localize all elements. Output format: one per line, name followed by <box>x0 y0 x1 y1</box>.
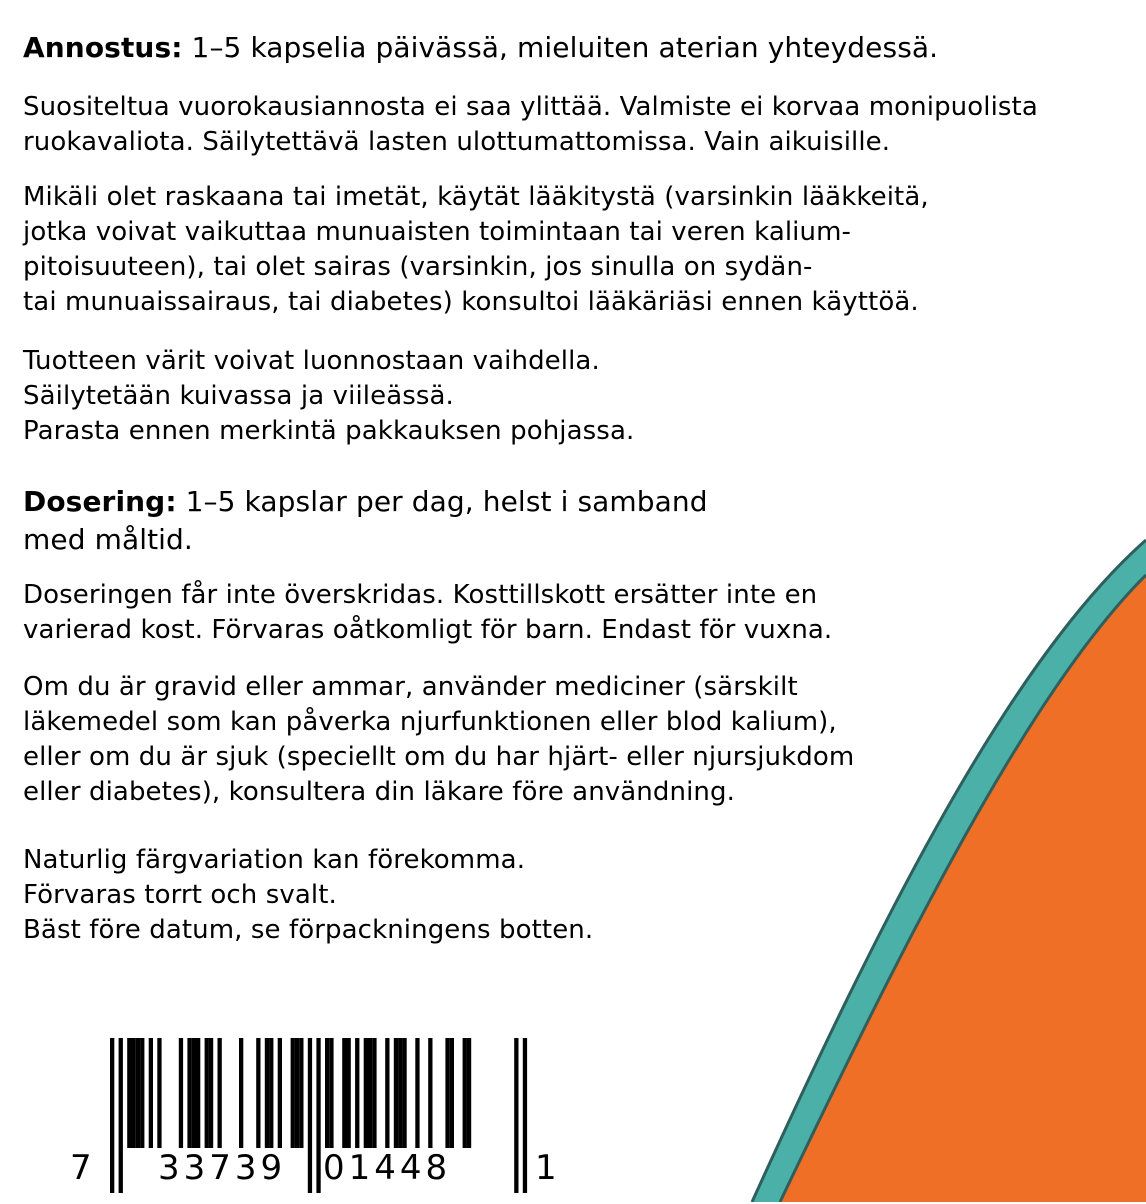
barcode-bar <box>278 1038 282 1148</box>
barcode-bar <box>428 1038 432 1148</box>
barcode-bar <box>187 1038 191 1148</box>
barcode-bar <box>347 1038 351 1148</box>
barcode-bar <box>291 1038 295 1148</box>
barcode-guard-bar <box>110 1038 114 1193</box>
sv-warning <box>23 578 832 648</box>
barcode-bar <box>132 1038 136 1148</box>
barcode-bar <box>394 1038 398 1148</box>
barcode-bar <box>140 1038 144 1148</box>
fi-medical-notice <box>23 180 929 320</box>
barcode-bar <box>192 1038 196 1148</box>
sv-warning-line: varierad kost. Förvaras oåtkomligt för barn. Endast för vuxna. <box>23 615 833 645</box>
sv-storage <box>23 843 593 948</box>
fi-medical-line: Mikäli olet raskaana tai imetät, käytät lääkitystä (varsinkin lääkkeitä, <box>23 182 929 212</box>
barcode-guard-bar <box>119 1038 123 1193</box>
barcode-bar <box>364 1038 368 1148</box>
sv-dosage-heading: Dosering: <box>23 485 177 518</box>
fi-storage-line: Säilytetään kuivassa ja viileässä. <box>23 381 454 411</box>
barcode-bar <box>209 1038 213 1148</box>
barcode-bar <box>239 1038 243 1148</box>
fi-dosage-text: 1–5 kapselia päivässä, mieluiten aterian yhteydessä. <box>182 31 939 64</box>
fi-medical-line: tai munuaissairaus, tai diabetes) konsultoi lääkäriäsi ennen käyttöä. <box>23 287 919 317</box>
sv-dosage-text-cont: med måltid. <box>23 523 193 556</box>
barcode-number-system: 7 <box>70 1148 92 1188</box>
sv-dosage-text: 1–5 kapslar per dag, helst i samband <box>176 485 708 518</box>
fi-storage-line: Parasta ennen merkintä pakkauksen pohjassa. <box>23 416 635 446</box>
barcode-bar <box>205 1038 209 1148</box>
barcode-bar <box>450 1038 454 1148</box>
barcode-bar <box>398 1038 402 1148</box>
fi-storage-line: Tuotteen värit voivat luonnostaan vaihdella. <box>23 346 600 376</box>
barcode-bar <box>445 1038 449 1148</box>
sv-medical-line: Om du är gravid eller ammar, använder mediciner (särskilt <box>23 672 798 702</box>
barcode-right-group: 01448 <box>323 1148 452 1188</box>
fi-warning-line: ruokavaliota. Säilytettävä lasten ulottumattomissa. Vain aikuisille. <box>23 127 891 157</box>
sv-medical-line: läkemedel som kan påverka njurfunktionen eller blod kalium), <box>23 707 837 737</box>
sv-medical-notice <box>23 670 854 810</box>
barcode-bars <box>70 1030 570 1200</box>
barcode-bar <box>329 1038 333 1148</box>
barcode-check-digit: 1 <box>535 1148 557 1188</box>
barcode-guard-bar <box>523 1038 527 1193</box>
barcode-guard-bar <box>308 1038 312 1193</box>
barcode-bar <box>342 1038 346 1148</box>
sv-warning-line: Doseringen får inte överskridas. Kosttillskott ersätter inte en <box>23 580 818 610</box>
barcode-bar <box>127 1038 131 1148</box>
fi-dosage <box>23 29 938 67</box>
barcode-bar <box>196 1038 200 1148</box>
barcode-bar <box>415 1038 419 1148</box>
sv-dosage <box>23 483 708 559</box>
sv-storage-line: Bäst före datum, se förpackningens botten. <box>23 915 594 945</box>
barcode-bar <box>269 1038 273 1148</box>
fi-medical-line: pitoisuuteen), tai olet sairas (varsinkin, jos sinulla on sydän- <box>23 252 813 282</box>
barcode-bar <box>179 1038 183 1148</box>
barcode-bar <box>467 1038 471 1148</box>
sv-medical-line: eller diabetes), konsultera din läkare före användning. <box>23 777 735 807</box>
barcode-bar <box>355 1038 359 1148</box>
barcode-guard-bar <box>514 1038 518 1193</box>
fi-warning <box>23 90 1038 160</box>
sv-storage-line: Förvaras torrt och svalt. <box>23 880 337 910</box>
barcode-bar <box>385 1038 389 1148</box>
barcode-bar <box>136 1038 140 1148</box>
barcode-bar <box>299 1038 303 1148</box>
fi-medical-line: jotka voivat vaikuttaa munuaisten toimintaan tai veren kalium- <box>23 217 851 247</box>
barcode-left-group: 33739 <box>158 1148 287 1188</box>
barcode-bar <box>402 1038 406 1148</box>
barcode <box>70 1030 570 1200</box>
barcode-bar <box>157 1038 161 1148</box>
fi-dosage-heading: Annostus: <box>23 31 183 64</box>
barcode-bar <box>218 1038 222 1148</box>
barcode-bar <box>463 1038 467 1148</box>
fi-warning-line: Suositeltua vuorokausiannosta ei saa ylittää. Valmiste ei korvaa monipuolista <box>23 92 1038 122</box>
fi-storage <box>23 344 634 449</box>
barcode-bar <box>368 1038 372 1148</box>
sv-medical-line: eller om du är sjuk (speciellt om du har hjärt- eller njursjukdom <box>23 742 855 772</box>
barcode-bar <box>372 1038 376 1148</box>
barcode-guard-bar <box>316 1038 320 1193</box>
barcode-bar <box>265 1038 269 1148</box>
barcode-bar <box>295 1038 299 1148</box>
barcode-bar <box>256 1038 260 1148</box>
barcode-bar <box>325 1038 329 1148</box>
barcode-bar <box>149 1038 153 1148</box>
sv-storage-line: Naturlig färgvariation kan förekomma. <box>23 845 526 875</box>
